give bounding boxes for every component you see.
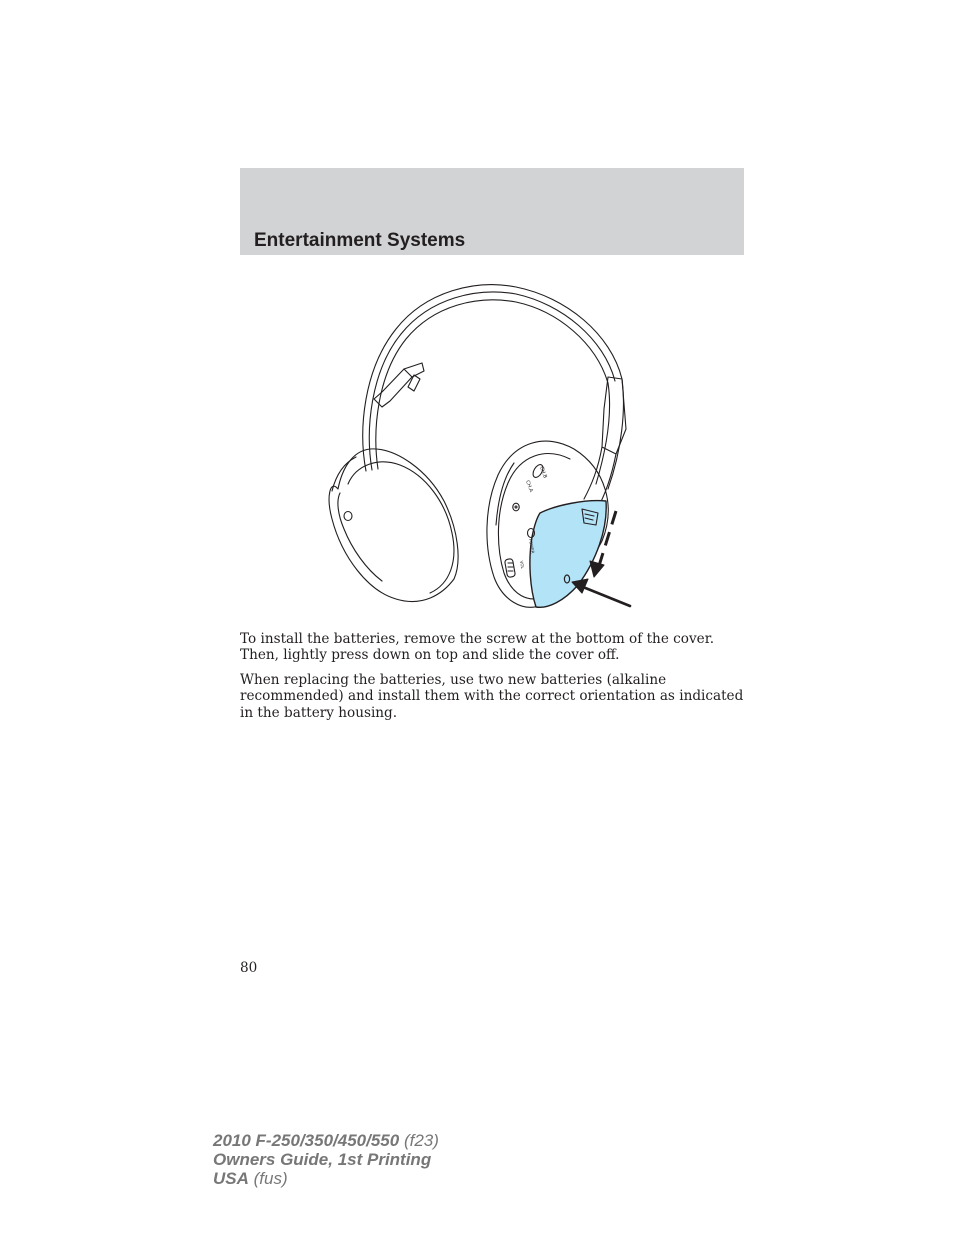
footer-market-code: (fus) xyxy=(248,1169,288,1188)
headband-outer xyxy=(363,285,624,489)
headband-inner xyxy=(376,300,610,484)
left-ear-cushion xyxy=(329,449,458,602)
headphones-illustration xyxy=(326,279,634,612)
power-label: POWER xyxy=(528,538,536,554)
footer-line-guide xyxy=(213,1150,439,1169)
ch-b-label: CH.B xyxy=(538,465,548,480)
footer-model: 2010 F-250/350/450/550 xyxy=(213,1131,400,1150)
footer-market: USA xyxy=(213,1169,249,1188)
vol-label: VOL xyxy=(519,560,526,570)
footer-guide: Owners Guide, 1st Printing xyxy=(213,1150,432,1169)
instruction-paragraph-replace-batteries: When replacing the batteries, use two new batteries (alkaline recommended) and install them with the correct orientation as indicated in the battery housing. xyxy=(240,672,744,721)
footer-model-code: (f23) xyxy=(399,1131,439,1150)
section-title: Entertainment Systems xyxy=(254,230,466,251)
instruction-paragraph-remove-cover: To install the batteries, remove the screw at the bottom of the cover. Then, lightly press down on top and slide the cover off. xyxy=(240,631,715,664)
ch-a-label: CH.A xyxy=(524,479,534,494)
document-footer xyxy=(213,1131,439,1188)
footer-line-market xyxy=(213,1169,439,1188)
section-header xyxy=(240,168,744,255)
screw-pointer-arrow xyxy=(578,585,630,606)
page-number: 80 xyxy=(240,960,258,976)
footer-line-model xyxy=(213,1131,439,1150)
